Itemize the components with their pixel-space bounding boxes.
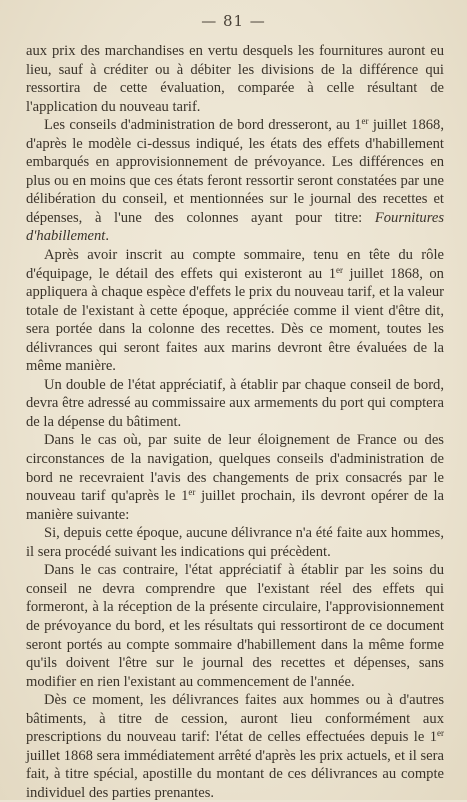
paragraph-4-text: Un double de l'état appréciatif, à établir par chaque conseil de bord, devra être adressé au commissaire aux armements du port qui comptera de la dépense du bâtiment.	[26, 376, 444, 430]
paragraph-6	[26, 524, 444, 561]
paragraph-2-text-a: Les conseils d'administration de bord dresseront, au 1	[44, 117, 362, 134]
column-title-italic: Fournitures d'habillement	[26, 209, 444, 245]
paragraph-3-text-b: juillet 1868, on appliquera à chaque espèce d'effets le prix du nouveau tarif, et la valeur totale de l'existant à cette époque, appréciée comme il vient d'être dit, sera portée dans la colonne des recettes. Dès ce moment, toutes les délivrances qui seront faites aux marins devront être évaluées de la même manière.	[26, 265, 444, 375]
paragraph-2-end: .	[105, 228, 109, 245]
paragraph-3-text-a: Après avoir inscrit au compte sommaire, tenu en tête du rôle d'équipage, le détail des effets qui existeront au 1	[26, 247, 444, 282]
paragraph-5	[26, 431, 444, 524]
paragraph-3	[26, 246, 444, 376]
paragraph-8	[26, 691, 444, 802]
paragraph-7-text: Dans le cas contraire, l'état appréciatif à établir par les soins du conseil ne devra comprendre que l'existant réel des effets qui formeront, à la réception de la présente circulaire, l'approvisionnement de prévoyance du bord, et les résultats qui ressortiront de ce document seront portés au compte sommaire d'habillement dans la même forme qu'ils doivent l'être sur le journal des recettes et dépenses, sans modifier en rien l'existant au commencement de l'année.	[26, 562, 444, 690]
paragraph-1	[26, 42, 444, 116]
ordinal-superscript: er	[188, 487, 196, 498]
ordinal-superscript: er	[437, 728, 444, 739]
paragraph-8-text-b: juillet 1868 sera immédiatement arrêté d'après les prix actuels, et il sera fait, à titre spécial, apostille du montant de ces délivrances au compte individuel des parties prenantes.	[26, 747, 444, 801]
ordinal-superscript: er	[361, 116, 369, 127]
paragraph-7	[26, 561, 444, 691]
paragraph-5-text-b: juillet prochain, ils devront opérer de la manière suivante:	[26, 488, 445, 523]
paragraph-1-text: aux prix des marchandises en vertu desquels les fournitures auront eu lieu, sauf à créditer ou à débiter les divisions de la différence qui ressortira de cette évaluation, comparée à celle résultant de l'application du nouveau tarif.	[26, 43, 444, 115]
page-number: — 81 —	[201, 12, 266, 30]
paragraph-4	[26, 376, 444, 432]
body-text	[26, 42, 444, 802]
paragraph-6-text: Si, depuis cette époque, aucune délivrance n'a été faite aux hommes, il sera procédé suivant les indications qui précèdent.	[26, 525, 444, 560]
paragraph-5-text-a: Dans le cas où, par suite de leur éloignement de France ou des circonstances de la navigation, quelques conseils d'administration de bord ne recevraient l'avis des changements de prix consacrés par le nouveau tarif qu'après le 1	[26, 432, 444, 505]
paragraph-8-text-a: Dès ce moment, les délivrances faites aux hommes ou à d'autres bâtiments, à titre de cession, auront lieu conformément aux prescriptions du nouveau tarif: l'état de celles effectuées depuis le 1	[26, 692, 444, 746]
ordinal-superscript: er	[336, 264, 344, 275]
paragraph-2-text-b: juillet 1868, d'après le modèle ci-dessus indiqué, les états des effets d'habillement embarqués en approvisionnement de prévoyance. Les différences en plus ou en moins que ces états feront ressortir seront constatées par une délibération du conseil, et mentionnées sur le journal des recettes et dépenses, à l'une des colonnes ayant pour titre:	[26, 117, 444, 226]
paragraph-2	[26, 116, 444, 246]
